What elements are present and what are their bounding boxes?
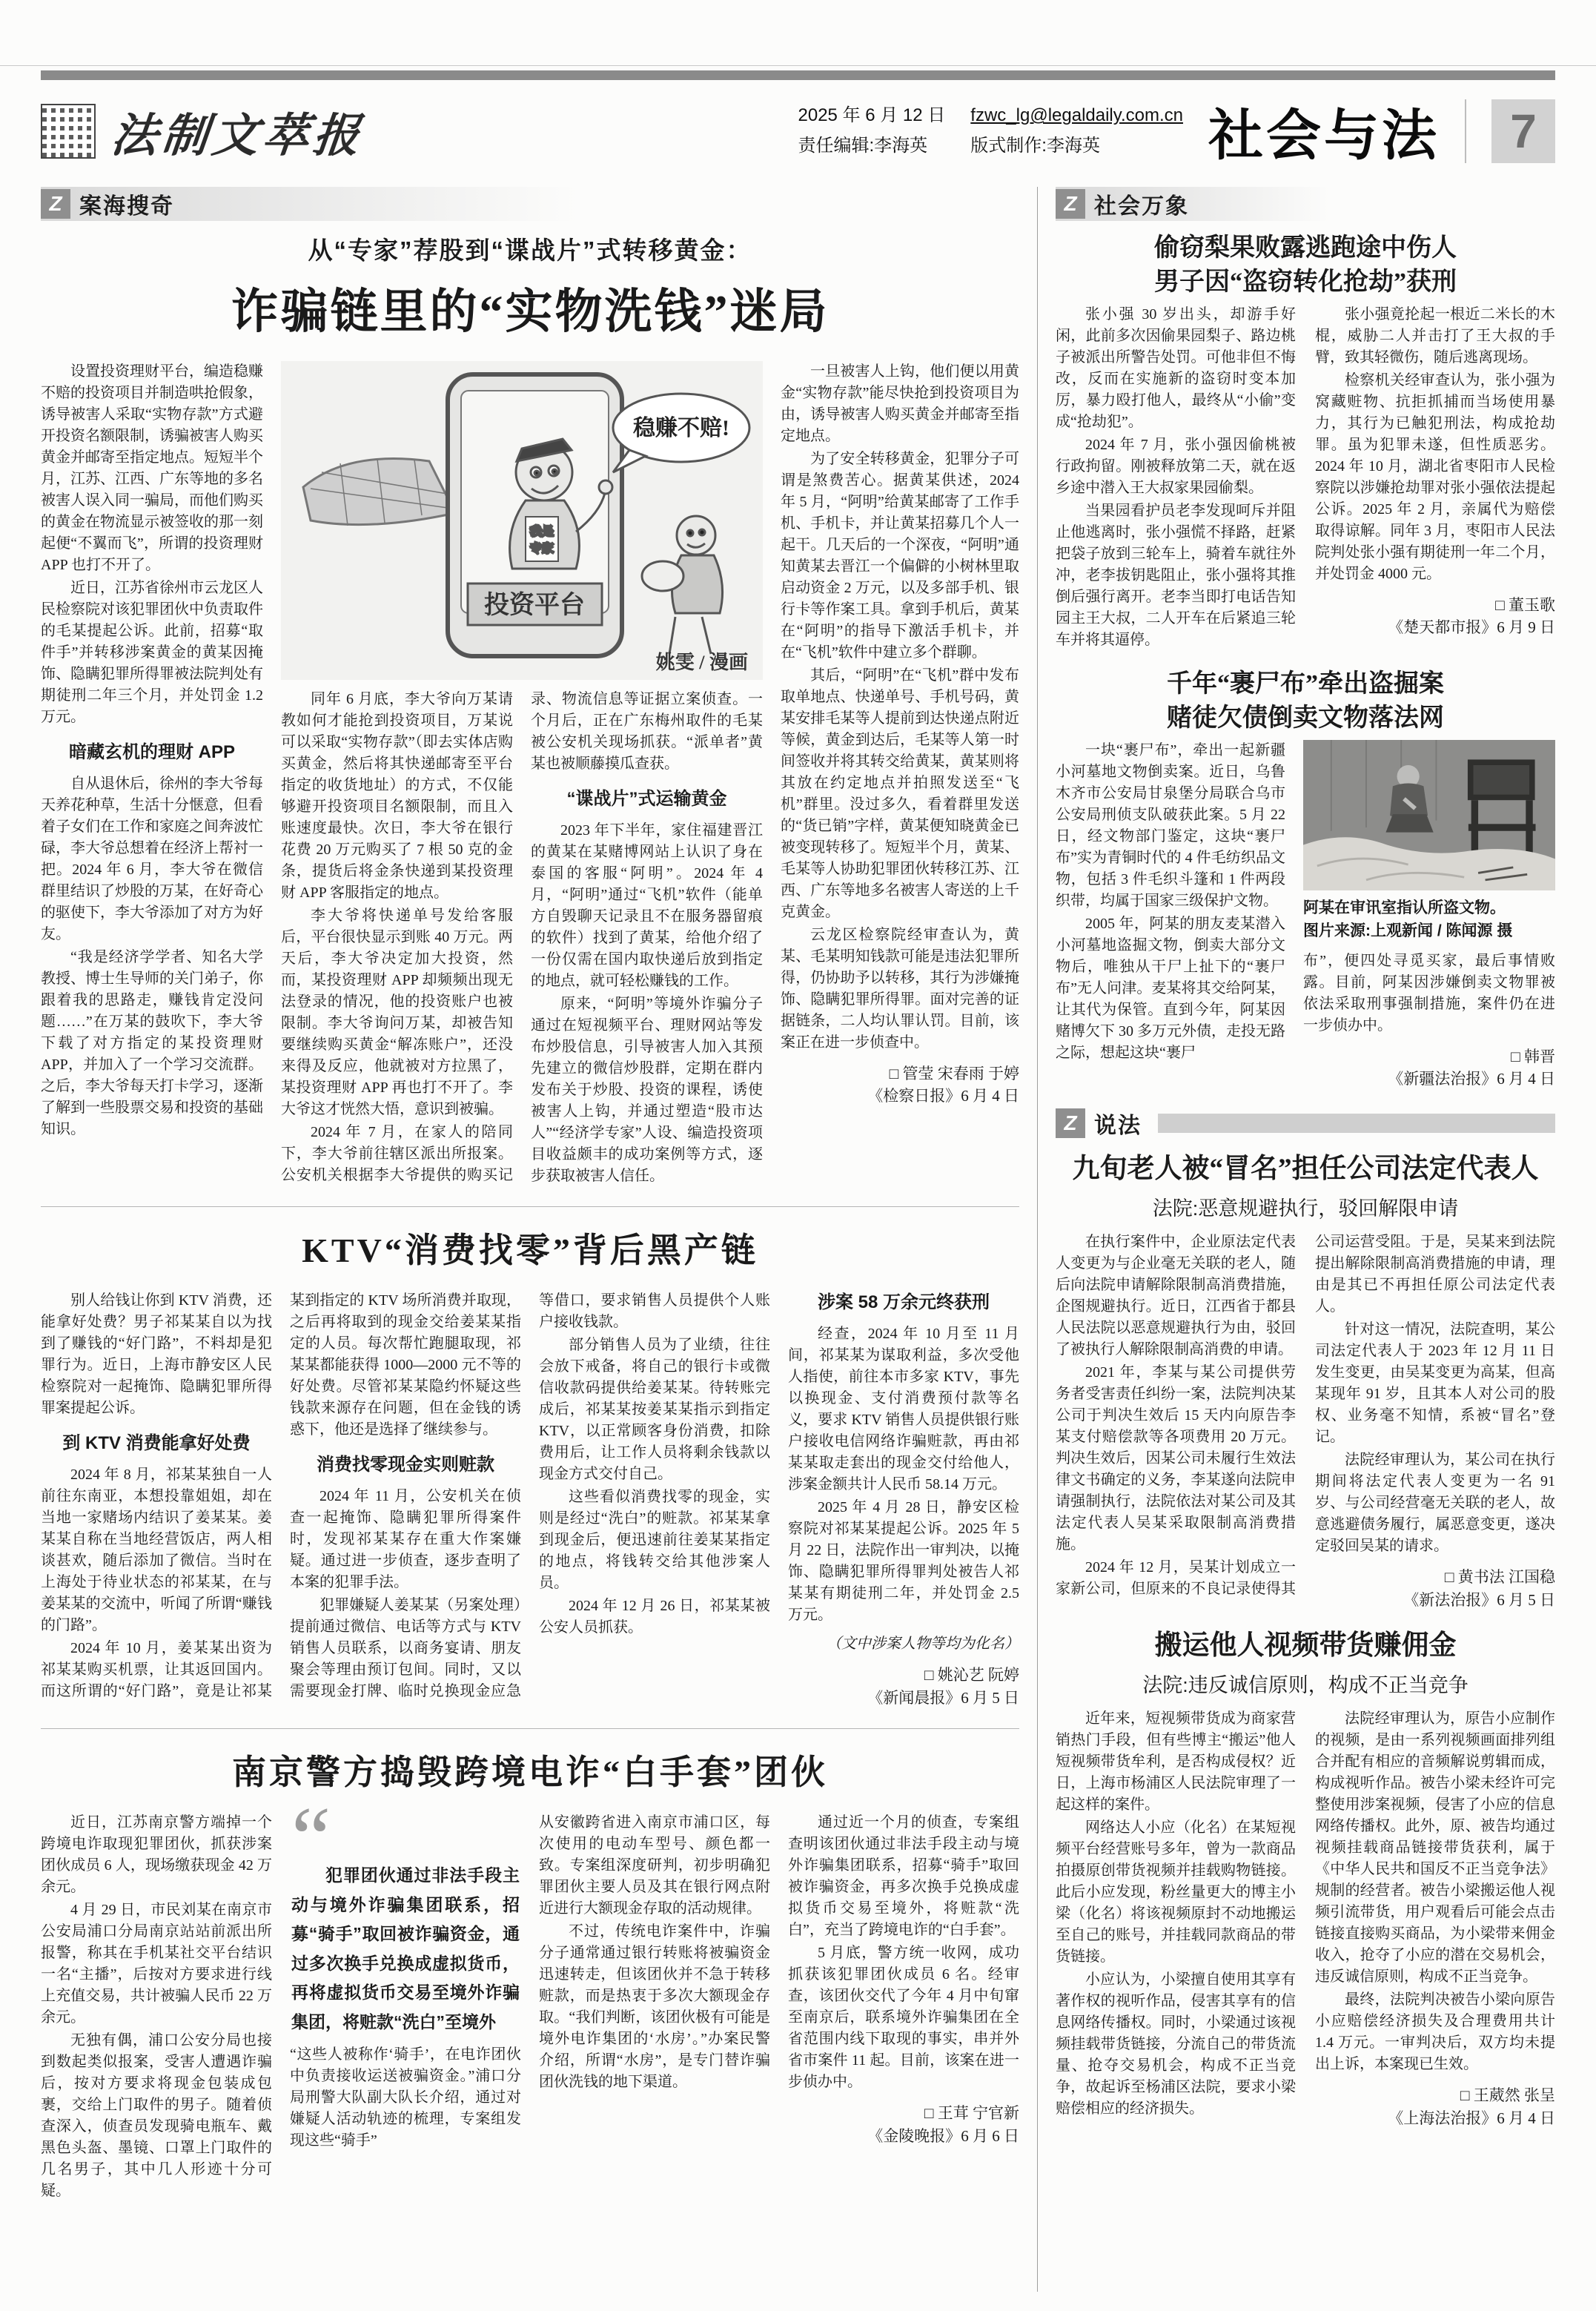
article-paragraph: 2024 年 8 月，祁某某独自一人前往东南亚，本想投靠姐姐，却在当地一家赌场内结识了姜某某。姜某某自称在当地经营饭店，两人相谈甚欢，随后添加了微信。当时在上海处于待业状态的祁某某，在与姜某某的交流中，听闻了所谓“赚钱的门路”。	[41, 1467, 272, 1634]
ktv-article	[41, 1223, 1019, 1709]
ktv-body	[41, 1290, 1019, 1709]
page-number-divider	[1465, 99, 1466, 163]
article-paragraph: 原来，“阿明”等境外诈骗分子通过在短视频平台、理财网站等发布炒股信息，引导被害人加入其预先建立的微信炒股群，定期在群内发布关于炒股、投资的课程，诱使被害人上钩，并通过塑造“股市达人”“经济学专家”人设、编造投资项目收益颇丰的成功案例等方式，逐步获取被害人信任。	[531, 995, 763, 1184]
shroud-headline-line1: 千年“裹尸布”牵出盗掘案	[1167, 670, 1444, 698]
section-tag-label: 社会万象	[1094, 194, 1189, 219]
article-paragraph: 当果园看护员老李发现呵斥并阻止他逃离时，张小强慌不择路，赶紧把袋子放到三轮车上，骑着车就往外冲，老李拔钥匙阻止，张小强将其推倒后强行离开。老李当即打电话告知园主王大叔，二人开车在后紧追三轮车并将其逼停。	[1056, 502, 1296, 648]
article-source: 《新疆法治报》6 月 4 日	[1388, 1070, 1555, 1088]
cartoon-bubble-text: 稳赚不赔!	[633, 416, 729, 440]
article-byline: □ 董玉歌	[1495, 595, 1555, 614]
email-typesetting-block	[970, 101, 1183, 162]
article-subhead: 涉案 58 万余元终获刑	[817, 1292, 990, 1313]
left-region	[41, 187, 1019, 2292]
left-divider-1	[41, 1206, 1019, 1207]
article-paragraph: 设置投资理财平台，编造稳赚不赔的投资项目并制造哄抢假象，诱导被害人采取“实物存款”方式避开投资名额限制，诱骗被害人购买黄金并邮寄至指定地点。短短半个月，江苏、江西、广东等地的多名被害人误入同一骗局，而他们购买的黄金在物流显示被签收的那一刻起便“不翼而飞”，所谓的投资理财 APP 也打不开了。	[41, 363, 263, 573]
photo-caption: 阿某在审讯室指认所盗文物。	[1303, 899, 1506, 916]
section-tag-label: 案海搜奇	[79, 194, 174, 219]
page-content	[41, 187, 1555, 2292]
article-paragraph: （文中涉案人物等均为化名）	[827, 1636, 1019, 1653]
pear-body	[1056, 304, 1555, 651]
shroud-col-right	[1303, 740, 1555, 1091]
video-headline: 搬运他人视频带货赚佣金	[1154, 1630, 1457, 1662]
article-subhead: 消费找零现金实则赃款	[317, 1455, 494, 1475]
masthead-left	[41, 99, 364, 165]
article-paragraph: 一旦被害人上钩，他们便以用黄金“实物存款”能尽快抢到投资项目为由，诱导被害人购买黄金并邮寄至指定地点。	[781, 363, 1019, 444]
nanjing-col-c	[539, 1812, 770, 2203]
article-paragraph: 近年来，短视频带货成为商家营销热门手段，但有些博主“搬运”他人短视频带货牟利，是否构成侵权？近日，上海市杨浦区人民法院审理了一起这样的案件。	[1056, 1710, 1296, 1814]
article-paragraph: 从安徽跨省进入南京市浦口区，每次使用的电动车型号、颜色都一致。专案组深度研判，初步明确犯罪团伙主要人员及其在银行网点附近进行大额现金存取的活动规律。	[539, 1814, 770, 1917]
paper-logo-icon: Z	[1056, 1108, 1085, 1138]
video-article	[1056, 1627, 1555, 2129]
article-paragraph: 一块“裹尸布”，牵出一起新疆小河墓地文物倒卖案。近日，乌鲁木齐市公安局甘泉堡分局联合乌市公安局刑侦支队破获此案。5 月 22 日，经文物部门鉴定，这块“裹尸布”实为青铜时代的 4 件毛纺织品文物，包括 3 件毛织斗篷和 1 件两段织带，均属于国家三级保护文物。	[1056, 741, 1286, 909]
article-paragraph: 4 月 29 日，市民刘某在南京市公安局浦口分局南京站站前派出所报警，称其在手机某社交平台结识一名“主播”，后按对方要求进行线上充值交易，共计被骗人民币 22 万余元。	[41, 1902, 272, 2026]
article-paragraph: 2024 年 7 月，在家人的陪同下，李大爷前往辖区派出所报案。公安机关根据李大爷提供的购买记录、物流信息等证据立案侦查。一个月后，正在广东梅州取件的毛某被公安机关现场抓获。“派单者”黄某也被顺藤摸瓜查获。	[281, 691, 763, 1183]
article-byline: □ 黄书法 江国稳	[1444, 1568, 1555, 1587]
oldman-article	[1056, 1151, 1555, 1611]
article-paragraph: 自从退休后，徐州的李大爷每天养花种草，生活十分惬意，但看着子女们在工作和家庭之间奔波忙碌，李大爷总想着在经济上帮衬一把。2024 年 6 月，李大爷在微信群里结识了炒股的万某，在好奇心的驱使下，李大爷添加了对方为好友。	[41, 775, 263, 942]
section-tag-label: 说法	[1094, 1114, 1142, 1139]
editor-credit: 责任编辑:李海英	[798, 136, 928, 156]
paper-logo-icon: Z	[1056, 189, 1085, 219]
evidence-photo	[1303, 740, 1555, 890]
main-article-mid-text	[281, 689, 763, 1187]
article-paragraph: 检察机关经审查认为，张小强为窝藏赃物、抗拒抓捕而当场使用暴力，其行为已触犯刑法，构成抢劫罪。虽为犯罪未遂，但性质恶劣。2024 年 10 月，湖北省枣阳市人民检察院以涉嫌抢劫罪对张小强依法提起公诉。2025 年 2 月，亲属代为赔偿取得谅解。同年 3 月，枣阳市人民法院判处张小强有期徒刑一年二个月，并处罚金 4000 元。	[1315, 371, 1555, 582]
article-paragraph: 5 月底，警方统一收网，成功抓获该犯罪团伙成员 6 名。经审查，该团伙交代了今年 4 月中旬窜至南京后，联系境外诈骗集团在全省范围内线下取现的事实，串并外省市案件 11 起。目前，该案在进一步侦办中。	[788, 1945, 1019, 2091]
main-article-kicker: 从“专家”荐股到“谍战片”式转移黄金：	[308, 237, 752, 264]
article-paragraph: 这些看似消费找零的现金，实则是经过“洗白”的赃款。祁某某拿到现金后，便迅速前往姜某某指定的地点，将钱转交给其他涉案人员。	[539, 1489, 770, 1592]
article-paragraph: 别人给钱让你到 KTV 消费，还能拿好处费？男子祁某某自以为找到了赚钱的“好门路”，不料却是犯罪行为。近日，上海市静安区人民检察院对一起掩饰、隐瞒犯罪所得罪案提起公诉。	[41, 1292, 272, 1417]
article-paragraph: 2024 年 11 月，公安机关在侦查一起掩饰、隐瞒犯罪所得案件时，发现祁某某存在重大作案嫌疑。通过进一步侦查，逐步查明了本案的犯罪手法。	[290, 1488, 521, 1591]
article-subhead: 到 KTV 消费能拿好处费	[62, 1433, 251, 1454]
paper-logo-icon: Z	[41, 189, 70, 219]
contact-email: fzwc_lg@legaldaily.com.cn	[970, 105, 1183, 126]
article-paragraph: 部分销售人员为了业绩，往往会放下戒备，将自己的银行卡或微信收款码提供给姜某某。待转账完成后，祁某某按姜某某指示到指定 KTV，以正常顾客身份消费，扣除费用后，让工作人员将剩余钱款以现金方式交付自己。	[539, 1337, 770, 1483]
article-paragraph: 在执行案件中，企业原法定代表人变更为与企业毫无关联的老人，随后向法院申请解除限制高消费措施，企图规避执行。近日，江西省于都县人民法院以恶意规避执行为由，驳回了被执行人解除限制高消费的申请。	[1056, 1234, 1296, 1358]
cartoon-caption: 姚雯 / 漫画	[655, 652, 748, 673]
shroud-col-right-text	[1303, 950, 1555, 1091]
date-editor-block	[798, 101, 946, 162]
article-paragraph: 2024 年 12 月 26 日，祁某某被公安人员抓获。	[539, 1598, 770, 1636]
main-article-middle	[281, 361, 763, 1187]
article-paragraph: 2005 年，阿某的朋友麦某潜入小河墓地盗掘文物，倒卖大部分文物后，唯独从干尸上扯下的“裹尸布”无人问津。麦某将其交给阿某，让其代为保管。直到今年，阿某因赌博欠下 30 多万元外债，走投无路之际，想起这块“裹尸	[1056, 915, 1286, 1061]
article-paragraph: 无独有偶，浦口公安分局也接到数起类似报案，受害人遭遇诈骗后，按对方要求将现金包装成包裹，交给上门取件的男子。随着侦查深入，侦查员发现骑电瓶车、戴黑色头盔、墨镜、口罩上门取件的几名男子，其中几人形迹十分可疑。	[41, 2032, 272, 2200]
pear-headline	[1056, 231, 1555, 300]
article-paragraph: 张小强竟抡起一根近二米长的木棍，威胁二人并击打了王大叔的手臂，致其轻微伤，随后逃离现场。	[1315, 305, 1555, 366]
shroud-headline	[1056, 667, 1555, 735]
paper-name: 法制文萃报	[108, 110, 366, 162]
page-number: 7	[1491, 99, 1555, 163]
main-article-col4	[781, 361, 1019, 1187]
nanjing-columns	[41, 1788, 1019, 2203]
section-tag-shehui	[1056, 187, 1555, 221]
main-article-headline: 诈骗链里的“实物洗钱”迷局	[231, 285, 830, 338]
article-paragraph: 针对这一情况，法院查明，某公司法定代表人于 2023 年 12 月 11 日发生变更，由吴某变更为高某，但高某现年 91 岁，且其本人对公司的股权、业务毫不知情，系被“冒名”登记。	[1315, 1321, 1555, 1446]
left-divider-2	[41, 1728, 1019, 1729]
article-paragraph: 小应认为，小梁擅自使用其享有著作权的视听作品，侵害其享有的信息网络传播权。同时，小梁通过该视频挂载带货链接，分流自己的带货流量、抢夺交易机会，构成不正当竞争，故起诉至杨浦区法院，要求小梁赔偿相应的经济损失。	[1056, 1971, 1296, 2117]
article-source: 《新法治报》6 月 5 日	[1403, 1590, 1555, 1609]
quote-mark-icon: “	[291, 1788, 331, 1888]
qr-code	[41, 104, 96, 159]
pear-theft-article	[1056, 231, 1555, 651]
oldman-body	[1056, 1231, 1555, 1611]
nanjing-col-b-text	[290, 2044, 521, 2152]
top-hairline	[0, 65, 1596, 66]
article-source: 《检察日报》6 月 4 日	[867, 1087, 1019, 1105]
main-article	[41, 231, 1019, 1187]
article-byline: □ 王茸 宁官新	[924, 2104, 1019, 2123]
vertical-divider	[1037, 187, 1038, 2292]
photo-credit: 图片来源:上观新闻 / 陈闻源 摄	[1303, 922, 1513, 940]
cartoon-badge-line1: 我是	[529, 526, 554, 538]
nanjing-col-a	[41, 1812, 272, 2203]
article-paragraph: 2023 年下半年，家住福建晋江的黄某在某赌博网站上认识了身在泰国的客服“阿明”。2024 年 4 月，“阿明”通过“飞机”软件（能单方自毁聊天记录且不在服务器留痕的软件）找到了黄某，给他介绍了一份仅需在国内取快递后放到指定的地点，就可轻松赚钱的工作。	[531, 821, 763, 989]
article-paragraph: 其后，“阿明”在“飞机”群中发布取单地点、快递单号、手机号码，黄某安排毛某等人提前到达快递点附近等候，黄金到达后，毛某等人第一时间签收并将其转交给黄某，黄某则将其放在约定地点并拍照发送至“飞机”群里。没过多久，看着群里发送的“货已销”字样，黄某便知晓黄金已被变现转移了。短短半个月，黄某、毛某等人协助犯罪团伙转移江苏、江西、广东等地多名被害人寄送的上千克黄金。	[781, 667, 1019, 920]
section-tag-shuofa	[1056, 1106, 1555, 1140]
pear-headline-line1: 偷窃梨果败露逃跑途中伤人	[1154, 234, 1457, 262]
article-byline: □ 韩晋	[1511, 1047, 1555, 1065]
article-subhead: “谍战片”式运输黄金	[566, 789, 727, 809]
article-byline: □ 王葳然 张呈	[1460, 2086, 1555, 2105]
main-article-columns	[41, 361, 1019, 1187]
article-byline: □ 管莹 宋春雨 于婷	[889, 1065, 1019, 1082]
header-gray-bar	[41, 70, 1555, 80]
article-subhead: 暗藏玄机的理财 APP	[68, 742, 235, 762]
shuofa-tag-bar	[1158, 1114, 1555, 1133]
main-article-col1	[41, 361, 263, 1187]
masthead-right	[798, 92, 1555, 171]
article-paragraph: 2021 年，李某与某公司提供劳务者受害责任纠纷一案，法院判决某公司于判决生效后 15 天内向原告李某支付赔偿款等各项费用 20 万元。判决生效后，因某公司未履行生效法律文书确定的义务，李某遂向法院申请强制执行，法院依法对某公司及其法定代表人吴某采取限制高消费措施。	[1056, 1364, 1296, 1553]
article-paragraph: 法院经审理认为，某公司在执行期间将法定代表人变更为一名 91 岁、与公司经营毫无关联的老人，故意逃避债务履行，属恶意变更，遂决定驳回吴某的请求。	[1315, 1452, 1555, 1555]
article-paragraph: 2024 年 12 月，吴某计划成立一家新公司，但原来的不良记录使得其公司运营受阻。于是，吴某来到法院提出解除限制高消费措施的申请，理由是其已不再担任原公司法定代表人。	[1056, 1234, 1555, 1598]
oldman-deck: 法院:恶意规避执行，驳回解限申请	[1152, 1197, 1459, 1220]
section-tag-anhai	[41, 187, 1019, 221]
fraud-cartoon-illustration	[281, 361, 763, 680]
video-body	[1056, 1708, 1555, 2129]
masthead	[41, 87, 1555, 175]
article-paragraph: 最终，法院判决被告小梁向原告小应赔偿经济损失及合理费用共计 1.4 万元。一审判决后，双方均未提出上诉，本案现已生效。	[1315, 1991, 1555, 2073]
article-paragraph: 不过，传统电诈案件中，诈骗分子通常通过银行转账将被骗资金迅速转走，但该团伙并不急于转移赃款，而是热衷于多次大额现金存取。“我们判断，该团伙极有可能是境外电诈集团的‘水房’。”办案民警介绍，所谓“水房”，是专门替诈骗团伙洗钱的地下渠道。	[539, 1923, 770, 2091]
nanjing-col-d	[788, 1812, 1019, 2203]
article-paragraph: 近日，江苏省徐州市云龙区人民检察院对该犯罪团伙中负责取件的毛某提起公诉。此前，招募“取件手”并转移涉案黄金的黄某因掩饰、隐瞒犯罪所得罪被法院判处有期徒刑二年三个月，并处罚金 1.2 万元。	[41, 580, 263, 725]
nanjing-headline: 南京警方捣毁跨境电诈“白手套”团伙	[232, 1753, 828, 1792]
article-paragraph: 李大爷将快递单号发给客服后，平台很快显示到账 40 万元。两天后，李大爷决定加大投资，然而，某投资理财 APP 却频频出现无法登录的情况，他的投资账户也被限制。李大爷询问万某，却被告知要继续购买黄金“解冻账户”，还没来得及反应，他就被对方拉黑了，某投资理财 APP 再也打不开了。李大爷这才恍然大悟，意识到被骗。	[281, 907, 513, 1117]
typesetting-credit: 版式制作:李海英	[970, 136, 1100, 156]
issue-date: 2025 年 6 月 12 日	[798, 105, 946, 126]
article-paragraph: 同年 6 月底，李大爷向万某请教如何才能抢到投资项目，万某说可以采取“实物存款”（即去实体店购买黄金，然后将其快递邮寄至平台指定的收货地址）的方式，不仅能够避开投资项目名额限制，而且入账速度最快。次日，李大爷在银行花费 20 万元购买了 7 根 50 克的金条，提货后将金条快递到某投资理财 APP 客服指定的地点。	[281, 691, 513, 901]
article-byline: □ 姚沁艺 阮婷	[924, 1666, 1019, 1685]
article-paragraph: “我是经济学学者、知名大学教授、博士生导师的关门弟子，你跟着我的思路走，赚钱肯定没问题……”在万某的鼓吹下，李大爷下载了对方指定的某投资理财 APP，并加入了一个学习交流群。之后，李大爷每天打卡学习，逐渐了解到一些股票交易和投资的基础知识。	[41, 948, 263, 1137]
article-paragraph: 云龙区检察院经审查认为，黄某、毛某明知钱款可能是违法犯罪所得，仍协助予以转移，其行为涉嫌掩饰、隐瞒犯罪所得罪。面对完善的证据链条，二人均认罪认罚。目前，该案正在进一步侦查中。	[781, 927, 1019, 1051]
article-paragraph: 2025 年 4 月 28 日，静安区检察院对祁某某提起公诉。2025 年 5 月 22 日，法院作出一审判决，以掩饰、隐瞒犯罪所得罪判处被告人祁某某有期徒刑二年，并处罚金 2.5 万元。	[788, 1499, 1019, 1624]
article-paragraph: “这些人被称作‘骑手’，在电诈团伙中负责接收运送被骗资金。”浦口分局刑警大队副大队长介绍，通过对嫌疑人活动轨迹的梳理，专案组发现这些“骑手”	[290, 2046, 521, 2149]
shroud-article	[1056, 667, 1555, 1091]
article-source: 《上海法治报》6 月 4 日	[1388, 2109, 1555, 2127]
article-paragraph: 2024 年 7 月，张小强因偷桃被行政拘留。刚被释放第二天，就在返乡途中潜入王大叔家果园偷梨。	[1056, 436, 1296, 496]
cartoon-platform-label: 投资平台	[484, 592, 585, 619]
nanjing-col-b	[290, 1788, 521, 2203]
article-paragraph: 张小强 30 岁出头，却游手好闲，此前多次因偷果园梨子、路边桃子被派出所警告处罚。可他非但不悔改，反而在实施新的盗窃时变本加厉，暴力殴打他人，最终从“小偷”变成“抢劫犯”。	[1056, 305, 1296, 430]
ktv-headline: KTV“消费找零”背后黑产链	[302, 1231, 758, 1270]
article-paragraph: 布”，便四处寻觅买家，最后事情败露。目前，阿某因涉嫌倒卖文物罪被依法采取刑事强制措施，案件仍在进一步侦办中。	[1303, 952, 1555, 1034]
article-source: 《新闻晨报》6 月 5 日	[867, 1688, 1019, 1707]
shroud-headline-line2: 赌徒欠债倒卖文物落法网	[1167, 704, 1444, 732]
article-paragraph: 网络达人小应（化名）在某短视频平台经营账号多年，曾为一款商品拍摄原创带货视频并挂载购物链接。此后小应发现，粉丝量更大的博主小梁（化名）将该视频原封不动地搬运至自己的账号，并挂载同款商品的带货链接。	[1056, 1819, 1296, 1965]
right-region	[1056, 187, 1555, 2292]
oldman-headline: 九旬老人被“冒名”担任公司法定代表人	[1072, 1154, 1539, 1185]
pull-quote	[290, 1788, 521, 2044]
article-paragraph: 法院经审理认为，原告小应制作的视频，是由一系列视频画面排列组合并配有相应的音频解说剪辑而成，构成视听作品。被告小梁未经许可完整使用涉案视频，侵害了小应的信息网络传播权。此外，原、被告均通过视频挂载商品链接带货获利，属于《中华人民共和国反不正当竞争法》规制的经营者。被告小梁搬运他人视频引流带货，用户观看后可能会点击链接直接购买商品，为小梁带来佣金收入，抢夺了小应的潜在交易机会，违反诚信原则，构成不正当竞争。	[1315, 1710, 1555, 1986]
video-deck: 法院:违反诚信原则，构成不正当竞争	[1142, 1674, 1468, 1697]
section-title: 社会与法	[1208, 105, 1440, 166]
article-paragraph: 通过近一个月的侦查，专案组查明该团伙通过非法手段主动与境外诈骗集团联系，招募“骑手”取回被诈骗资金，再多次换手兑换成虚拟货币交易至境外，将赃款“洗白”，充当了跨境电诈的“白手套”。	[788, 1814, 1019, 1939]
pull-quote-text: 犯罪团伙通过非法手段主动与境外诈骗集团联系，招募“骑手”取回被诈骗资金，通过多次换手兑换成虚拟货币，再将虚拟货币交易至境外诈骗集团，将赃款“洗白”至境外	[291, 1865, 520, 2031]
pear-headline-line2: 男子因“盗窃转化抢劫”获刑	[1154, 268, 1457, 296]
article-paragraph: 犯罪嫌疑人姜某某（另案处理）提前通过微信、电话等方式与 KTV 销售人员联系，以商务宴请、朋友聚会等理由预订包间。同时，又以需要现金打牌、临时兑换现金应急等借口，要求销售人员提供个人账户接收钱款。	[290, 1292, 770, 1700]
article-paragraph: 为了安全转移黄金，犯罪分子可谓是煞费苦心。据黄某供述，2024 年 5 月，“阿明”给黄某邮寄了工作手机、手机卡，并让黄某招募几个人一起干。几天后的一个深夜，“阿明”通知黄某去晋江一个偏僻的小树林里取启动资金 2 万元，以及多部手机、银行卡等作案工具。拿到手机后，黄某在“阿明”的指导下激活手机卡，并在“飞机”软件中建立多个群聊。	[781, 451, 1019, 661]
nanjing-article	[41, 1745, 1019, 2203]
shroud-col-left	[1056, 740, 1285, 1091]
shroud-columns	[1056, 740, 1555, 1091]
article-paragraph: 近日，江苏南京警方端掉一个跨境电诈取现犯罪团伙，抓获涉案团伙成员 6 人，现场缴获现金 42 万余元。	[41, 1814, 272, 1896]
article-paragraph: 2024 年 10 月，姜某某出资为祁某某购买机票，让其返回国内。而这所谓的“好门路”，竟是让祁某某到指定的 KTV 场所消费并取现，之后再将取到的现金交给姜某某指定的人员。每次帮忙跑腿取现，祁某某都能获得 1000—2000 元不等的好处费。尽管祁某某隐约怀疑这些钱款来源存在问题，但在金钱的诱惑下，他还是选择了继续参与。	[41, 1292, 521, 1700]
article-paragraph: 经查，2024 年 10 月至 11 月间，祁某某为谋取利益，多次受他人指使，前往本市多家 KTV，事先以换现金、支付消费预付款等名义，要求 KTV 销售人员提供银行账户接收电信网络诈骗赃款，再由祁某某取走套出的现金交付给他人，涉案金额共计人民币 58.14 万元。	[788, 1326, 1019, 1493]
article-source: 《金陵晚报》6 月 6 日	[867, 2126, 1019, 2145]
article-source: 《楚天都市报》6 月 9 日	[1388, 618, 1555, 637]
cartoon-badge-line2: 专家	[529, 543, 554, 555]
